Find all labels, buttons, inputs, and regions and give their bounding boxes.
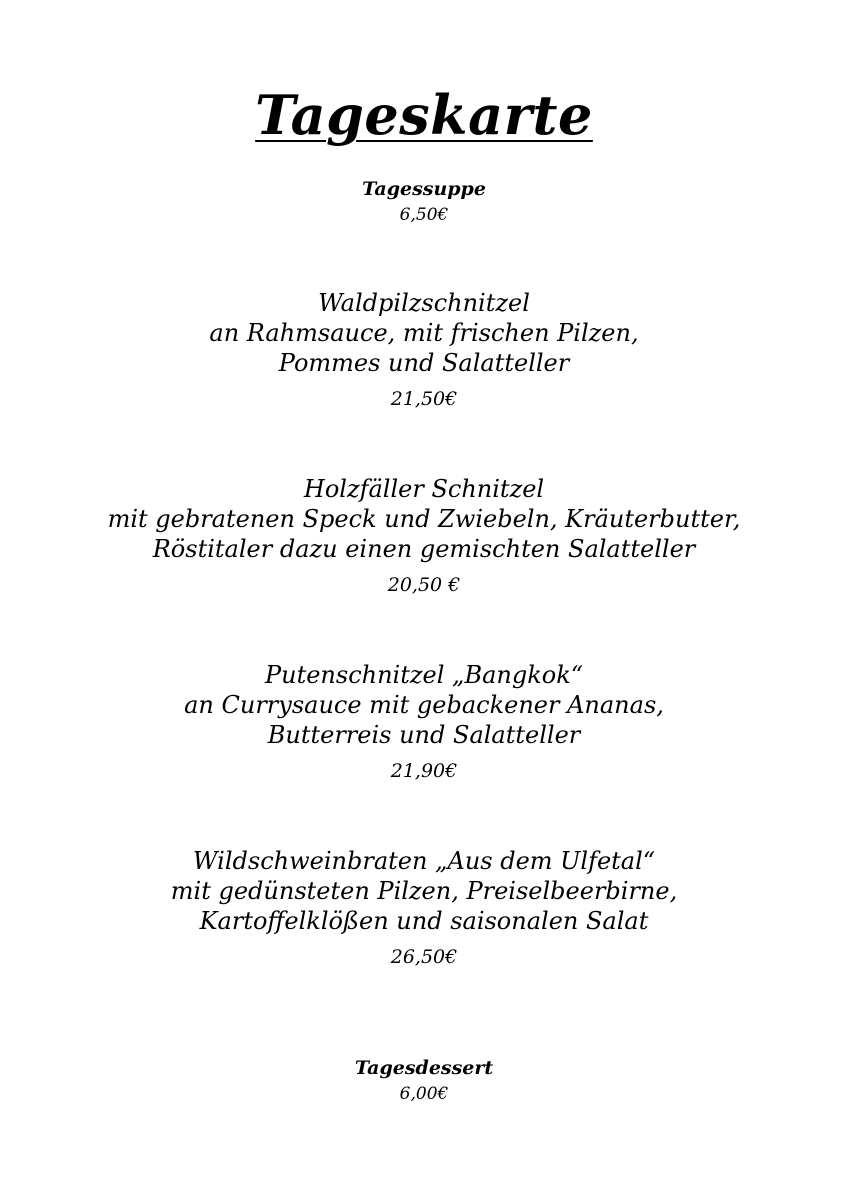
dish-description: Röstitaler dazu einen gemischten Salatteller — [152, 535, 696, 563]
dish-name: Waldpilzschnitzel — [318, 289, 530, 317]
soup-price: 6,50€ — [399, 205, 449, 225]
soup-name: Tagessuppe — [362, 178, 486, 200]
dish-name: Holzfäller Schnitzel — [303, 475, 545, 503]
dish-price: 26,50€ — [390, 946, 458, 968]
page-title: Tageskarte — [255, 83, 593, 147]
dish-waldpilzschnitzel — [0, 288, 848, 414]
dish-name: Wildschweinbraten „Aus dem Ulfetal“ — [192, 847, 656, 875]
dish-description: Butterreis und Salatteller — [267, 721, 581, 749]
dessert-name: Tagesdessert — [354, 1057, 494, 1079]
dish-holzfaeller-schnitzel — [0, 474, 848, 600]
dish-name: Putenschnitzel „Bangkok“ — [264, 661, 584, 689]
dish-description: an Currysauce mit gebackener Ananas, — [184, 691, 664, 719]
dish-wildschweinbraten — [0, 846, 848, 972]
soup-section — [0, 176, 848, 228]
dish-price: 21,90€ — [390, 760, 458, 782]
dish-description: Kartoffelklößen und saisonalen Salat — [199, 907, 649, 935]
dish-putenschnitzel-bangkok — [0, 660, 848, 786]
dish-description: mit gedünsteten Pilzen, Preiselbeerbirne, — [170, 877, 678, 905]
dish-price: 21,50€ — [390, 388, 458, 410]
dish-description: Pommes und Salatteller — [278, 349, 570, 377]
dessert-price: 6,00€ — [399, 1084, 449, 1104]
dish-price: 20,50 € — [387, 574, 461, 596]
dessert-section — [0, 1055, 848, 1107]
dish-description: an Rahmsauce, mit frischen Pilzen, — [209, 319, 639, 347]
dish-description: mit gebratenen Speck und Zwiebeln, Kräuterbutter, — [107, 505, 741, 533]
